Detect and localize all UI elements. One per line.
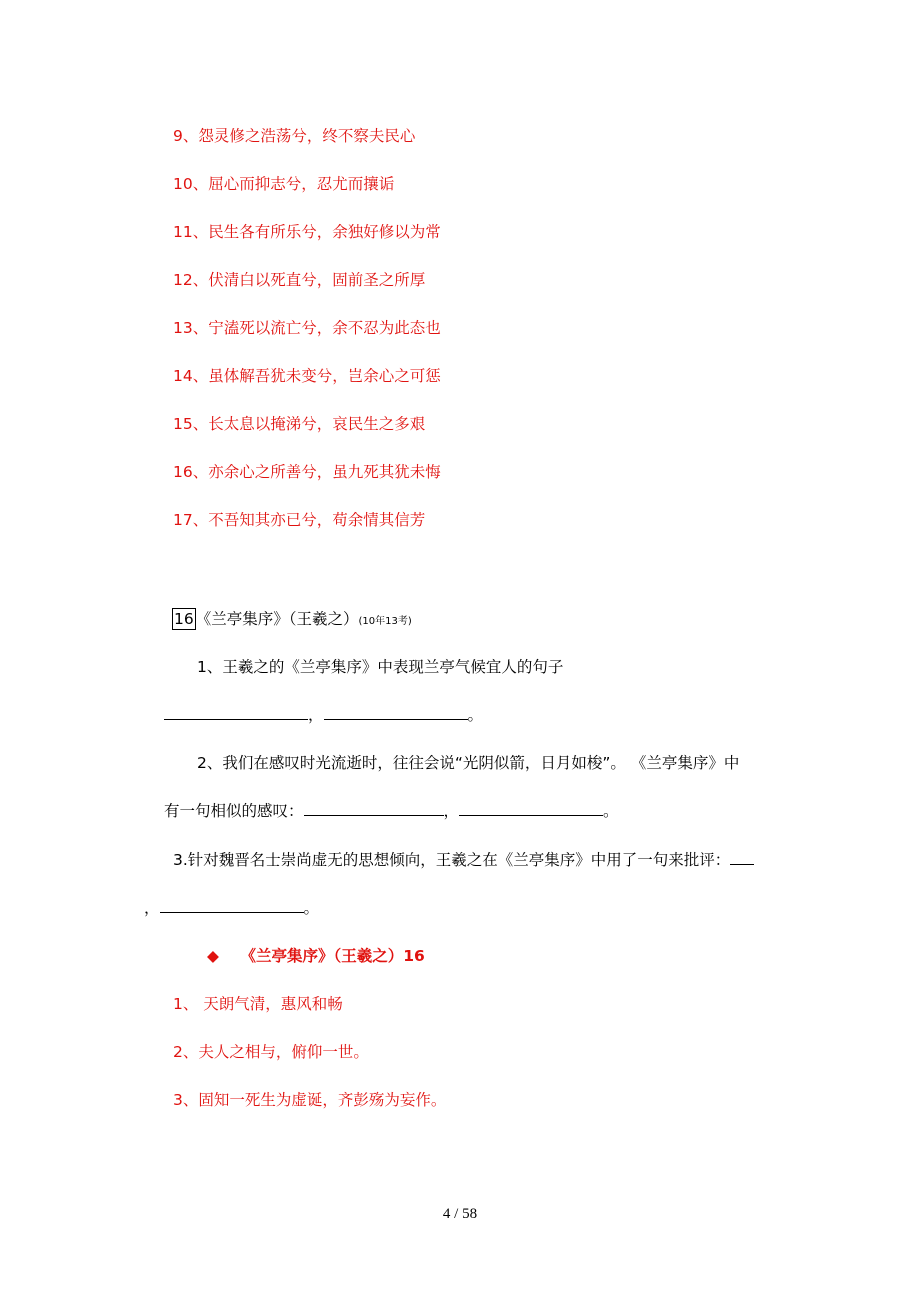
recitation-line-11: 11、民生各有所乐兮，余独好修以为常 bbox=[173, 223, 441, 241]
answer-item-3: 3、固知一死生为虚诞，齐彭殇为妄作。 bbox=[173, 1091, 447, 1109]
question-2-answer-row: 有一句相似的感叹： ， 。 bbox=[164, 802, 619, 820]
recitation-line-16: 16、亦余心之所善兮，虽九死其犹未悔 bbox=[173, 463, 441, 481]
answer-blank[interactable] bbox=[730, 850, 754, 865]
answer-blank[interactable] bbox=[164, 705, 308, 720]
answer-blank[interactable] bbox=[459, 801, 603, 816]
section-number-box: 16 bbox=[174, 610, 194, 628]
recitation-line-14: 14、虽体解吾犹未变兮，岂余心之可惩 bbox=[173, 367, 441, 385]
answer-item-2: 2、夫人之相与，俯仰一世。 bbox=[173, 1043, 369, 1061]
question-3: 3.针对魏晋名士崇尚虚无的思想倾向，王羲之在《兰亭集序》中用了一句来批评： bbox=[173, 850, 754, 870]
page-number: 4 / 58 bbox=[442, 1206, 478, 1222]
recitation-line-13: 13、宁溘死以流亡兮，余不忍为此态也 bbox=[173, 319, 441, 337]
recitation-line-17: 17、不吾知其亦已兮，苟余情其信芳 bbox=[173, 511, 426, 529]
section-note: (10年13考) bbox=[358, 616, 412, 627]
question-2: 2、我们在感叹时光流逝时，往往会说“光阴似箭，日月如梭”。 《兰亭集序》中 bbox=[197, 754, 740, 772]
answer-blank[interactable] bbox=[304, 801, 444, 816]
recitation-line-15: 15、长太息以掩涕兮，哀民生之多艰 bbox=[173, 415, 426, 433]
answer-blank[interactable] bbox=[160, 898, 304, 913]
section-title: 《兰亭集序》（王羲之） bbox=[195, 610, 359, 628]
question-1: 1、王羲之的《兰亭集序》中表现兰亭气候宜人的句子 bbox=[197, 658, 564, 676]
answer-blank[interactable] bbox=[324, 705, 468, 720]
diamond-bullet-icon: ◆ bbox=[207, 947, 219, 965]
answer-item-1: 1、 天朗气清，惠风和畅 bbox=[173, 995, 343, 1013]
answers-heading bbox=[207, 946, 425, 966]
question-3-answer-row: ， 。 bbox=[144, 899, 320, 917]
recitation-line-9: 9、怨灵修之浩荡兮，终不察夫民心 bbox=[173, 127, 416, 145]
section-heading bbox=[172, 608, 412, 632]
question-1-answer-row: ， 。 bbox=[164, 705, 483, 725]
recitation-line-12: 12、伏清白以死直兮，固前圣之所厚 bbox=[173, 271, 426, 289]
recitation-line-10: 10、屈心而抑志兮，忍尤而攘诟 bbox=[173, 175, 395, 193]
answers-title: 《兰亭集序》（王羲之）16 bbox=[240, 947, 425, 965]
